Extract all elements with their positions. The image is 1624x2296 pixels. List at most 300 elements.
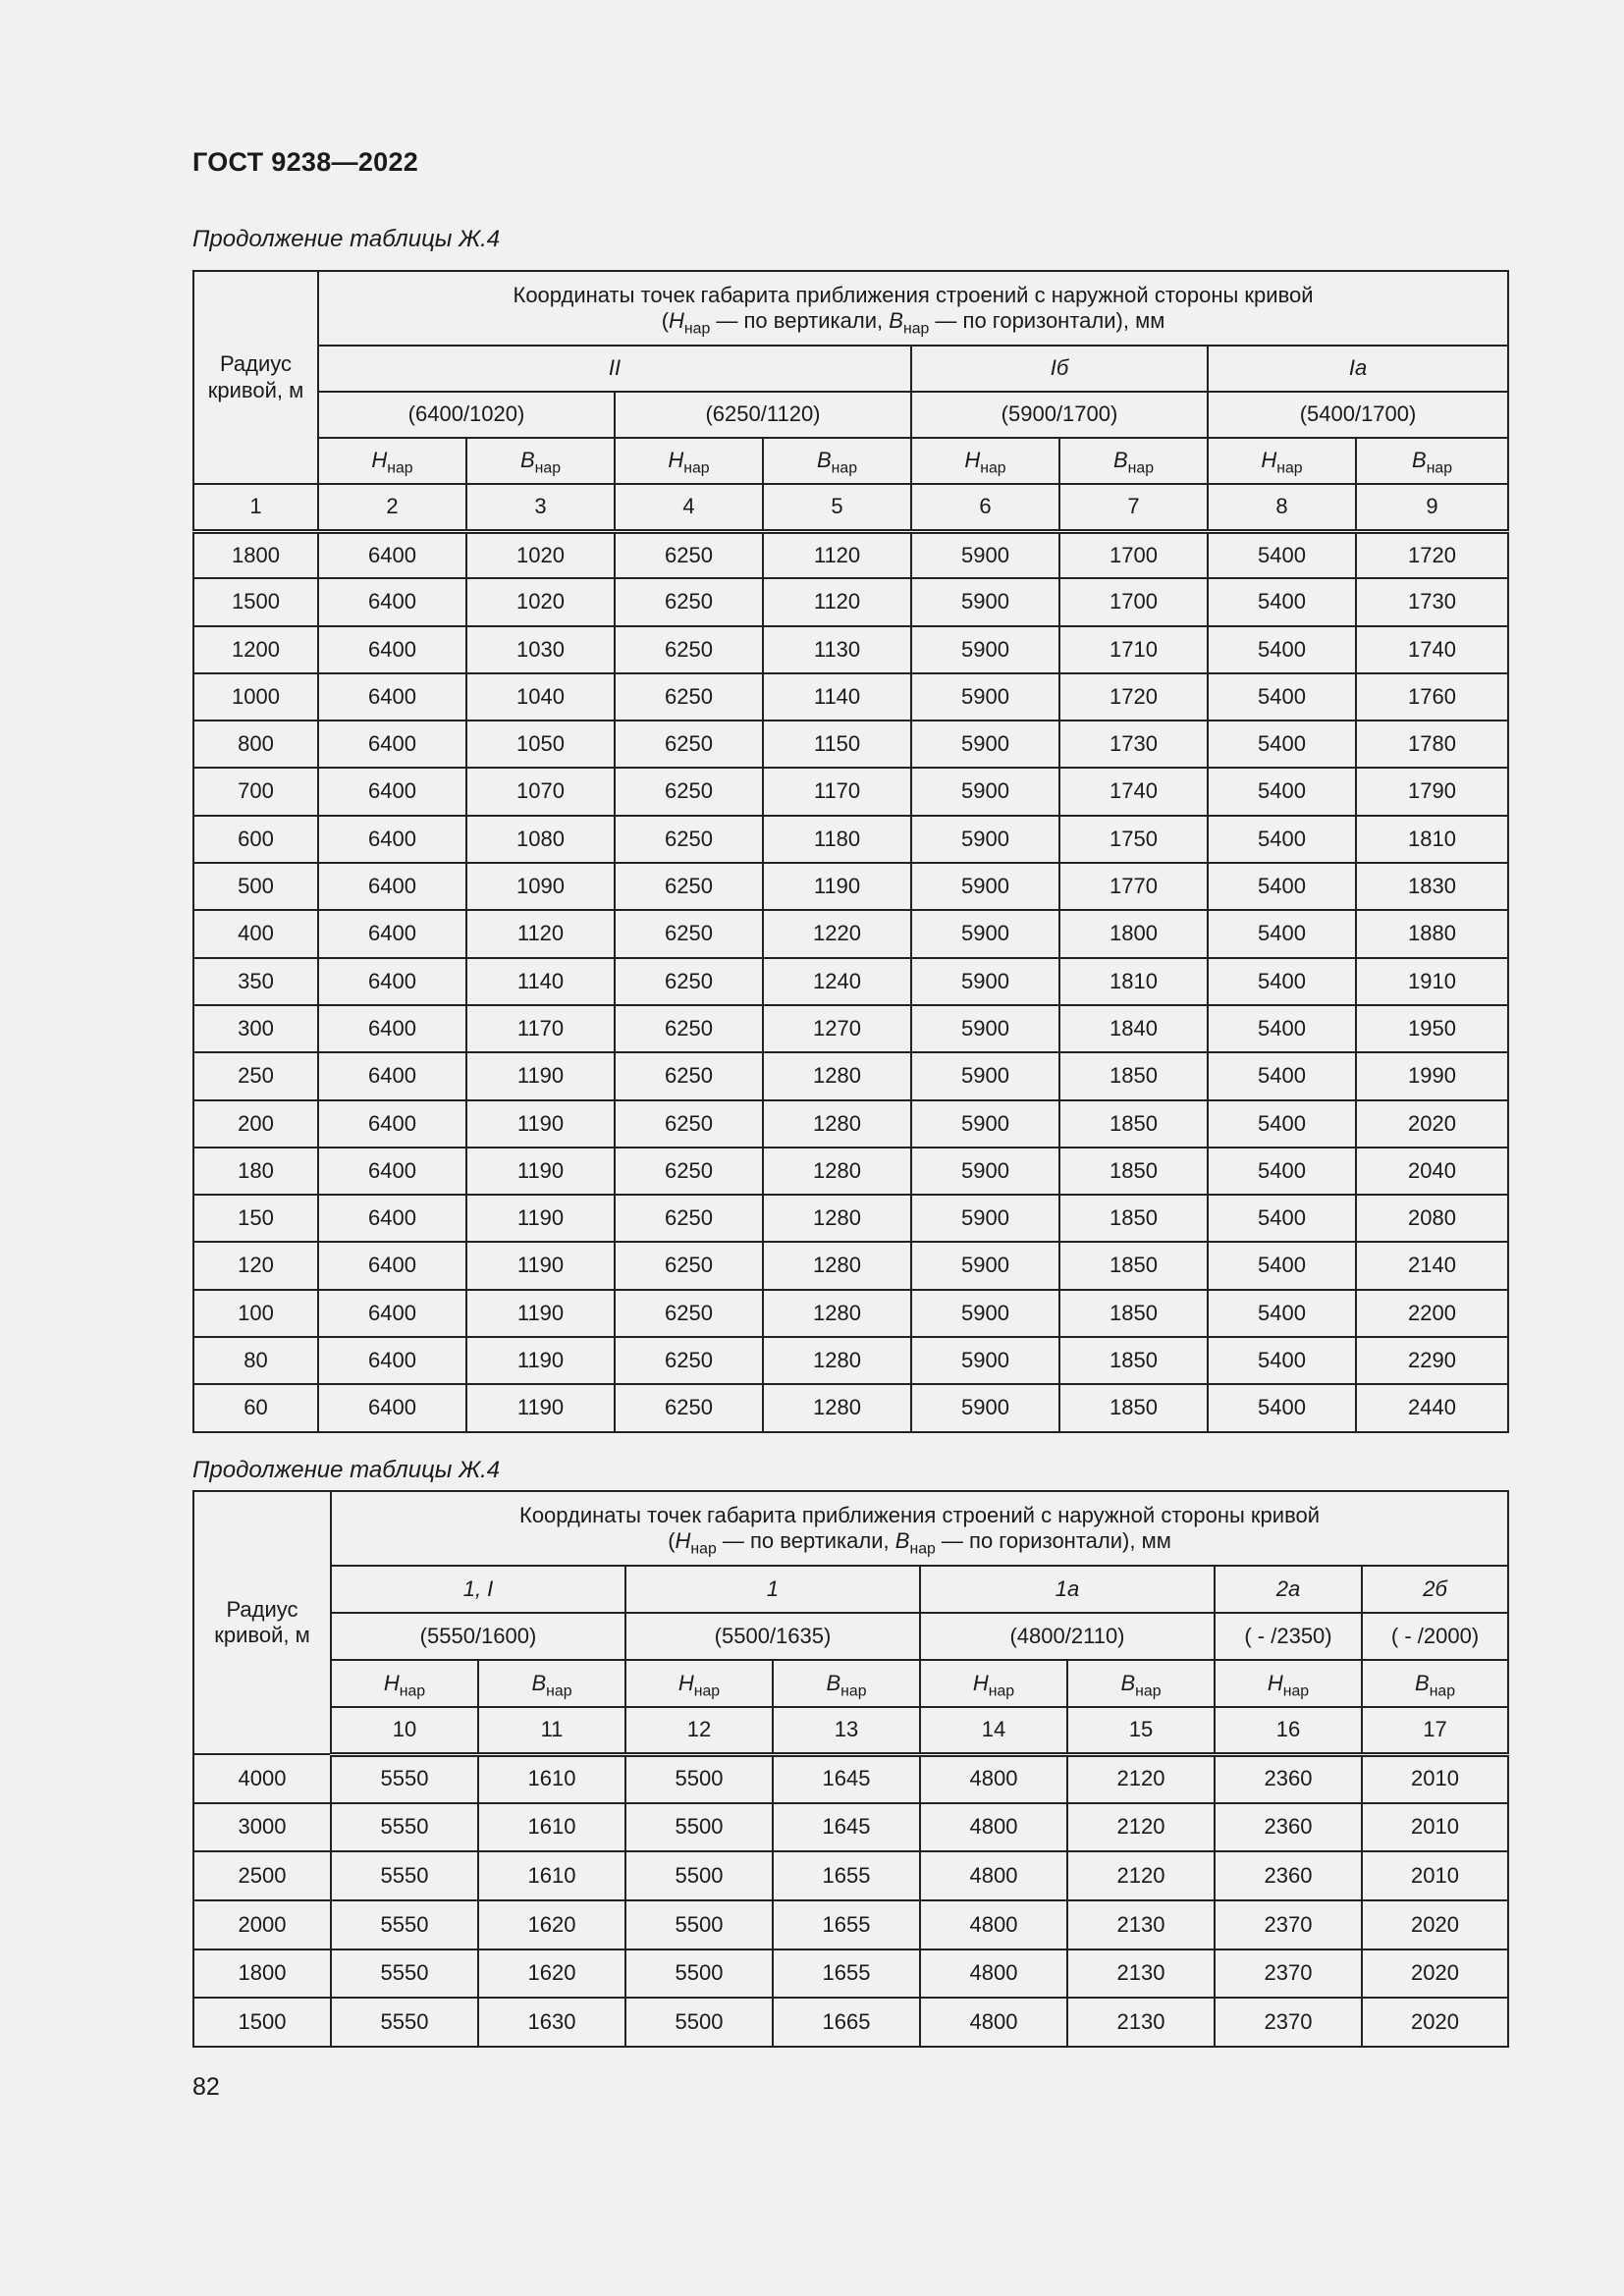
value-cell: 6400 — [318, 910, 466, 957]
value-cell: 1190 — [466, 1337, 615, 1384]
value-cell: 6400 — [318, 673, 466, 721]
value-cell: 1840 — [1059, 1005, 1208, 1052]
value-cell: 6400 — [318, 768, 466, 815]
column-number: 17 — [1362, 1707, 1508, 1754]
value-cell: 5900 — [911, 863, 1059, 910]
value-cell: 6400 — [318, 1148, 466, 1195]
value-cell: 4800 — [920, 1754, 1067, 1803]
value-cell: 6400 — [318, 531, 466, 578]
value-cell: 1645 — [773, 1754, 920, 1803]
value-cell: 5400 — [1208, 910, 1356, 957]
group-header: 1a — [920, 1566, 1215, 1613]
value-cell: 1280 — [763, 1384, 911, 1431]
column-number: 3 — [466, 484, 615, 531]
value-cell: 5900 — [911, 910, 1059, 957]
subgroup-header: (5500/1635) — [625, 1613, 920, 1660]
value-cell: 6250 — [615, 863, 763, 910]
table-row — [193, 816, 1508, 863]
value-cell: 1770 — [1059, 863, 1208, 910]
value-cell: 5900 — [911, 1195, 1059, 1242]
value-cell: 5400 — [1208, 1052, 1356, 1099]
radius-cell: 700 — [193, 768, 318, 815]
value-cell: 5400 — [1208, 816, 1356, 863]
value-cell: 1020 — [466, 531, 615, 578]
column-number-row — [193, 1707, 1508, 1754]
radius-cell: 100 — [193, 1290, 318, 1337]
value-cell: 1810 — [1059, 958, 1208, 1005]
value-cell: 6250 — [615, 768, 763, 815]
b-symbol-header: $B_{нар}$ — [1067, 1660, 1215, 1707]
value-cell: 2130 — [1067, 1900, 1215, 1949]
value-cell: 5900 — [911, 721, 1059, 768]
value-cell: 5900 — [911, 531, 1059, 578]
value-cell: 5550 — [331, 1851, 478, 1900]
value-cell: 4800 — [920, 1900, 1067, 1949]
value-cell: 1140 — [763, 673, 911, 721]
value-cell: 1710 — [1059, 626, 1208, 673]
value-cell: 5400 — [1208, 626, 1356, 673]
value-cell: 5900 — [911, 1100, 1059, 1148]
subgroup-header: (6250/1120) — [615, 392, 911, 438]
value-cell: 1750 — [1059, 816, 1208, 863]
value-cell: 1280 — [763, 1195, 911, 1242]
value-cell: 1190 — [466, 1242, 615, 1289]
radius-cell: 250 — [193, 1052, 318, 1099]
value-cell: 5900 — [911, 1384, 1059, 1431]
symbol-row — [193, 438, 1508, 484]
table-row — [193, 1851, 1508, 1900]
radius-cell: 180 — [193, 1148, 318, 1195]
value-cell: 5900 — [911, 1290, 1059, 1337]
value-cell: 1810 — [1356, 816, 1508, 863]
radius-cell: 300 — [193, 1005, 318, 1052]
b-symbol-header: $B_{нар}$ — [763, 438, 911, 484]
subgroup-header: (6400/1020) — [318, 392, 615, 438]
table-row — [193, 1384, 1508, 1431]
radius-header: Радиус кривой, м — [193, 271, 318, 484]
value-cell: 1850 — [1059, 1148, 1208, 1195]
value-cell: 1610 — [478, 1851, 625, 1900]
subgroup-header: (5550/1600) — [331, 1613, 625, 1660]
value-cell: 5400 — [1208, 768, 1356, 815]
value-cell: 1645 — [773, 1803, 920, 1852]
value-cell: 1665 — [773, 1998, 920, 2047]
value-cell: 1950 — [1356, 1005, 1508, 1052]
value-cell: 2120 — [1067, 1803, 1215, 1852]
value-cell: 5400 — [1208, 1148, 1356, 1195]
value-cell: 5400 — [1208, 1195, 1356, 1242]
value-cell: 6250 — [615, 910, 763, 957]
radius-cell: 350 — [193, 958, 318, 1005]
value-cell: 6250 — [615, 816, 763, 863]
value-cell: 6250 — [615, 1337, 763, 1384]
radius-cell: 3000 — [193, 1803, 331, 1852]
value-cell: 6400 — [318, 1384, 466, 1431]
value-cell: 6250 — [615, 1384, 763, 1431]
clearance-table-2 — [192, 1490, 1509, 2048]
column-number: 11 — [478, 1707, 625, 1754]
page-number: 82 — [192, 2073, 220, 2101]
value-cell: 1910 — [1356, 958, 1508, 1005]
value-cell: 1655 — [773, 1900, 920, 1949]
radius-cell: 1800 — [193, 1949, 331, 1999]
table-row — [193, 863, 1508, 910]
radius-cell: 4000 — [193, 1754, 331, 1803]
h-symbol-header: $H_{нар}$ — [318, 438, 466, 484]
value-cell: 5500 — [625, 1851, 773, 1900]
value-cell: 1850 — [1059, 1337, 1208, 1384]
title-line-1: Координаты точек габарита приближения строений с наружной стороны кривой — [519, 1502, 1321, 1527]
value-cell: 1280 — [763, 1290, 911, 1337]
value-cell: 2130 — [1067, 1949, 1215, 1999]
title-line-1: Координаты точек габарита приближения строений с наружной стороны кривой — [513, 282, 1314, 307]
column-number-row — [193, 484, 1508, 531]
value-cell: 1140 — [466, 958, 615, 1005]
table-caption: Продолжение таблицы Ж.4 — [192, 1457, 501, 1483]
value-cell: 5550 — [331, 1900, 478, 1949]
value-cell: 1080 — [466, 816, 615, 863]
column-number: 15 — [1067, 1707, 1215, 1754]
value-cell: 1990 — [1356, 1052, 1508, 1099]
group-header: Iб — [911, 346, 1208, 392]
table-row — [193, 1195, 1508, 1242]
value-cell: 5400 — [1208, 578, 1356, 625]
value-cell: 6400 — [318, 1052, 466, 1099]
value-cell: 2010 — [1362, 1803, 1508, 1852]
value-cell: 1830 — [1356, 863, 1508, 910]
table-row — [193, 531, 1508, 578]
h-symbol-header: $H_{нар}$ — [625, 1660, 773, 1707]
table-row — [193, 1900, 1508, 1949]
value-cell: 1280 — [763, 1337, 911, 1384]
value-cell: 2040 — [1356, 1148, 1508, 1195]
value-cell: 2360 — [1215, 1803, 1362, 1852]
value-cell: 5400 — [1208, 863, 1356, 910]
value-cell: 6250 — [615, 958, 763, 1005]
column-number: 10 — [331, 1707, 478, 1754]
value-cell: 1090 — [466, 863, 615, 910]
value-cell: 2290 — [1356, 1337, 1508, 1384]
value-cell: 6400 — [318, 626, 466, 673]
value-cell: 1190 — [466, 1384, 615, 1431]
value-cell: 2010 — [1362, 1754, 1508, 1803]
table-row — [193, 1052, 1508, 1099]
column-number: 8 — [1208, 484, 1356, 531]
value-cell: 6400 — [318, 721, 466, 768]
title-line-2: ($H_{нар}$ — по вертикали, $B_{нар}$ — по горизонтали), мм — [668, 1528, 1171, 1558]
value-cell: 2120 — [1067, 1851, 1215, 1900]
value-cell: 1190 — [466, 1052, 615, 1099]
value-cell: 1850 — [1059, 1290, 1208, 1337]
value-cell: 1170 — [466, 1005, 615, 1052]
value-cell: 5550 — [331, 1949, 478, 1999]
value-cell: 5400 — [1208, 1100, 1356, 1148]
value-cell: 6400 — [318, 1195, 466, 1242]
value-cell: 5550 — [331, 1754, 478, 1803]
h-symbol-header: $H_{нар}$ — [331, 1660, 478, 1707]
value-cell: 5500 — [625, 1900, 773, 1949]
radius-cell: 800 — [193, 721, 318, 768]
column-number: 6 — [911, 484, 1059, 531]
value-cell: 5500 — [625, 1754, 773, 1803]
symbol-row — [193, 1660, 1508, 1707]
value-cell: 1280 — [763, 1052, 911, 1099]
value-cell: 1630 — [478, 1998, 625, 2047]
column-number: 16 — [1215, 1707, 1362, 1754]
subgroup-header: (5400/1700) — [1208, 392, 1508, 438]
value-cell: 2130 — [1067, 1998, 1215, 2047]
value-cell: 1740 — [1059, 768, 1208, 815]
value-cell: 6250 — [615, 1100, 763, 1148]
value-cell: 1655 — [773, 1851, 920, 1900]
value-cell: 6400 — [318, 816, 466, 863]
value-cell: 5900 — [911, 1148, 1059, 1195]
table-row — [193, 1998, 1508, 2047]
value-cell: 2370 — [1215, 1998, 1362, 2047]
table-row — [193, 1337, 1508, 1384]
value-cell: 1240 — [763, 958, 911, 1005]
value-cell: 4800 — [920, 1803, 1067, 1852]
value-cell: 1720 — [1356, 531, 1508, 578]
clearance-table-1 — [192, 270, 1509, 1433]
radius-cell: 60 — [193, 1384, 318, 1431]
subgroup-header: ( - /2350) — [1215, 1613, 1362, 1660]
table-row — [193, 1290, 1508, 1337]
radius-cell: 1800 — [193, 531, 318, 578]
value-cell: 5900 — [911, 673, 1059, 721]
value-cell: 6250 — [615, 1195, 763, 1242]
value-cell: 1610 — [478, 1803, 625, 1852]
value-cell: 1850 — [1059, 1242, 1208, 1289]
value-cell: 1190 — [466, 1148, 615, 1195]
value-cell: 1700 — [1059, 531, 1208, 578]
value-cell: 1190 — [466, 1195, 615, 1242]
radius-cell: 2000 — [193, 1900, 331, 1949]
value-cell: 1880 — [1356, 910, 1508, 957]
value-cell: 5500 — [625, 1803, 773, 1852]
value-cell: 6250 — [615, 578, 763, 625]
group-header: II — [318, 346, 911, 392]
table-row — [193, 1148, 1508, 1195]
value-cell: 1760 — [1356, 673, 1508, 721]
column-number: 9 — [1356, 484, 1508, 531]
value-cell: 5900 — [911, 816, 1059, 863]
group-header: Ia — [1208, 346, 1508, 392]
value-cell: 5550 — [331, 1803, 478, 1852]
value-cell: 1740 — [1356, 626, 1508, 673]
radius-header: Радиус кривой, м — [193, 1491, 331, 1754]
radius-cell: 2500 — [193, 1851, 331, 1900]
value-cell: 6400 — [318, 1290, 466, 1337]
b-symbol-header: $B_{нар}$ — [1059, 438, 1208, 484]
value-cell: 5400 — [1208, 673, 1356, 721]
value-cell: 1850 — [1059, 1384, 1208, 1431]
value-cell: 1730 — [1059, 721, 1208, 768]
value-cell: 2360 — [1215, 1754, 1362, 1803]
table-title — [318, 271, 1508, 346]
value-cell: 1040 — [466, 673, 615, 721]
table-row — [193, 768, 1508, 815]
subgroup-header: (4800/2110) — [920, 1613, 1215, 1660]
value-cell: 5400 — [1208, 721, 1356, 768]
value-cell: 5400 — [1208, 958, 1356, 1005]
value-cell: 6400 — [318, 1242, 466, 1289]
value-cell: 5900 — [911, 1337, 1059, 1384]
value-cell: 5900 — [911, 1052, 1059, 1099]
h-symbol-header: $H_{нар}$ — [615, 438, 763, 484]
value-cell: 5400 — [1208, 531, 1356, 578]
value-cell: 1150 — [763, 721, 911, 768]
value-cell: 2020 — [1362, 1998, 1508, 2047]
value-cell: 1120 — [763, 531, 911, 578]
value-cell: 2080 — [1356, 1195, 1508, 1242]
value-cell: 6250 — [615, 1242, 763, 1289]
value-cell: 1780 — [1356, 721, 1508, 768]
group-header: 2б — [1362, 1566, 1508, 1613]
table-row — [193, 1803, 1508, 1852]
value-cell: 2020 — [1356, 1100, 1508, 1148]
h-symbol-header: $H_{нар}$ — [1208, 438, 1356, 484]
value-cell: 5400 — [1208, 1384, 1356, 1431]
value-cell: 2120 — [1067, 1754, 1215, 1803]
value-cell: 6400 — [318, 1005, 466, 1052]
value-cell: 1180 — [763, 816, 911, 863]
radius-cell: 120 — [193, 1242, 318, 1289]
title-line-2: ($H_{нар}$ — по вертикали, $B_{нар}$ — по горизонтали), мм — [661, 308, 1165, 338]
table-row — [193, 578, 1508, 625]
value-cell: 1190 — [466, 1100, 615, 1148]
value-cell: 5400 — [1208, 1005, 1356, 1052]
table-row — [193, 626, 1508, 673]
value-cell: 1280 — [763, 1100, 911, 1148]
column-number: 5 — [763, 484, 911, 531]
value-cell: 5550 — [331, 1998, 478, 2047]
group-header: 1, I — [331, 1566, 625, 1613]
value-cell: 1190 — [466, 1290, 615, 1337]
value-cell: 5400 — [1208, 1242, 1356, 1289]
table-row — [193, 1754, 1508, 1803]
h-symbol-header: $H_{нар}$ — [920, 1660, 1067, 1707]
value-cell: 1720 — [1059, 673, 1208, 721]
b-symbol-header: $B_{нар}$ — [773, 1660, 920, 1707]
radius-cell: 1000 — [193, 673, 318, 721]
value-cell: 5900 — [911, 958, 1059, 1005]
value-cell: 6400 — [318, 1337, 466, 1384]
value-cell: 1620 — [478, 1900, 625, 1949]
column-number: 4 — [615, 484, 763, 531]
value-cell: 1170 — [763, 768, 911, 815]
group-header: 2a — [1215, 1566, 1362, 1613]
radius-cell: 1500 — [193, 1998, 331, 2047]
value-cell: 1280 — [763, 1242, 911, 1289]
radius-cell: 200 — [193, 1100, 318, 1148]
value-cell: 2200 — [1356, 1290, 1508, 1337]
value-cell: 1120 — [466, 910, 615, 957]
subgroup-header: (5900/1700) — [911, 392, 1208, 438]
table-row — [193, 1005, 1508, 1052]
table-caption: Продолжение таблицы Ж.4 — [192, 226, 501, 252]
value-cell: 1730 — [1356, 578, 1508, 625]
value-cell: 2370 — [1215, 1949, 1362, 1999]
value-cell: 2020 — [1362, 1900, 1508, 1949]
table-title — [331, 1491, 1508, 1566]
radius-cell: 500 — [193, 863, 318, 910]
column-number: 14 — [920, 1707, 1067, 1754]
table-row — [193, 1100, 1508, 1148]
radius-cell: 1500 — [193, 578, 318, 625]
value-cell: 5500 — [625, 1949, 773, 1999]
value-cell: 5400 — [1208, 1290, 1356, 1337]
value-cell: 5900 — [911, 578, 1059, 625]
value-cell: 1790 — [1356, 768, 1508, 815]
value-cell: 6250 — [615, 1052, 763, 1099]
table-row — [193, 1949, 1508, 1999]
value-cell: 4800 — [920, 1851, 1067, 1900]
value-cell: 6400 — [318, 578, 466, 625]
value-cell: 1700 — [1059, 578, 1208, 625]
b-symbol-header: $B_{нар}$ — [1362, 1660, 1508, 1707]
h-symbol-header: $H_{нар}$ — [911, 438, 1059, 484]
value-cell: 2020 — [1362, 1949, 1508, 1999]
table-row — [193, 958, 1508, 1005]
value-cell: 1620 — [478, 1949, 625, 1999]
table-row — [193, 1242, 1508, 1289]
value-cell: 5400 — [1208, 1337, 1356, 1384]
column-number: 2 — [318, 484, 466, 531]
value-cell: 2360 — [1215, 1851, 1362, 1900]
value-cell: 6250 — [615, 721, 763, 768]
value-cell: 2440 — [1356, 1384, 1508, 1431]
b-symbol-header: $B_{нар}$ — [478, 1660, 625, 1707]
column-number: 1 — [193, 484, 318, 531]
value-cell: 1850 — [1059, 1100, 1208, 1148]
value-cell: 4800 — [920, 1998, 1067, 2047]
value-cell: 1190 — [763, 863, 911, 910]
radius-cell: 150 — [193, 1195, 318, 1242]
subgroup-header: ( - /2000) — [1362, 1613, 1508, 1660]
value-cell: 6250 — [615, 1005, 763, 1052]
document-header: ГОСТ 9238—2022 — [192, 147, 419, 177]
value-cell: 5900 — [911, 1242, 1059, 1289]
value-cell: 1070 — [466, 768, 615, 815]
value-cell: 1050 — [466, 721, 615, 768]
b-symbol-header: $B_{нар}$ — [466, 438, 615, 484]
value-cell: 4800 — [920, 1949, 1067, 1999]
value-cell: 5900 — [911, 768, 1059, 815]
value-cell: 1655 — [773, 1949, 920, 1999]
value-cell: 2010 — [1362, 1851, 1508, 1900]
value-cell: 6250 — [615, 1148, 763, 1195]
value-cell: 6400 — [318, 1100, 466, 1148]
value-cell: 1800 — [1059, 910, 1208, 957]
b-symbol-header: $B_{нар}$ — [1356, 438, 1508, 484]
radius-cell: 80 — [193, 1337, 318, 1384]
value-cell: 1850 — [1059, 1052, 1208, 1099]
value-cell: 1220 — [763, 910, 911, 957]
value-cell: 1130 — [763, 626, 911, 673]
value-cell: 6250 — [615, 673, 763, 721]
group-header: 1 — [625, 1566, 920, 1613]
value-cell: 6400 — [318, 958, 466, 1005]
value-cell: 5900 — [911, 626, 1059, 673]
value-cell: 6250 — [615, 531, 763, 578]
table-row — [193, 673, 1508, 721]
column-number: 12 — [625, 1707, 773, 1754]
value-cell: 6400 — [318, 863, 466, 910]
value-cell: 5500 — [625, 1998, 773, 2047]
radius-cell: 1200 — [193, 626, 318, 673]
value-cell: 2370 — [1215, 1900, 1362, 1949]
